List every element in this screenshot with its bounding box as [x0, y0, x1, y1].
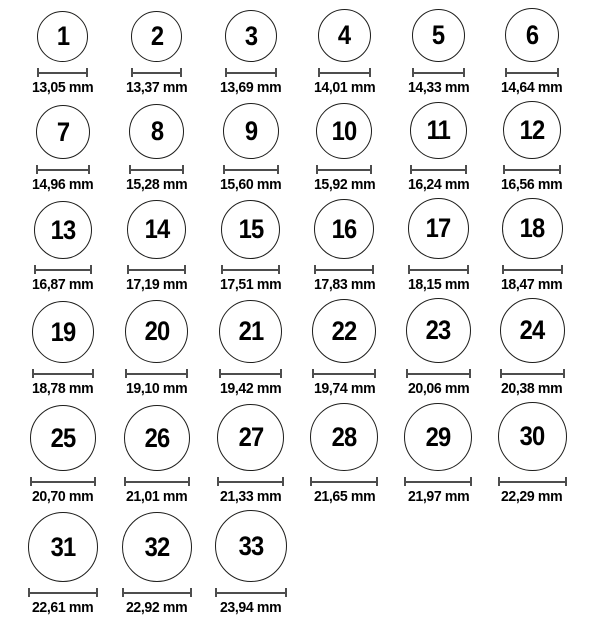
- diameter-label: 18,78 mm: [32, 380, 94, 397]
- ring-size-cell: [204, 404, 298, 510]
- ring-circle: [36, 105, 90, 159]
- diameter-label: 17,51 mm: [219, 276, 282, 293]
- diameter-dimension-line: [502, 265, 563, 274]
- diameter-dimension-line: [215, 588, 287, 597]
- diameter-label: 20,06 mm: [407, 380, 469, 397]
- diameter-dimension-line: [217, 477, 284, 486]
- ring-size-cell: [391, 403, 485, 510]
- size-number: 19: [50, 316, 76, 347]
- ring-circle: [215, 510, 287, 582]
- size-number: 30: [519, 421, 545, 451]
- diameter-label: 14,33 mm: [407, 79, 469, 96]
- ring-size-cell: [297, 299, 391, 402]
- ring-circle: [406, 298, 471, 363]
- diameter-dimension-line: [32, 369, 94, 378]
- size-number: 14: [144, 214, 170, 244]
- ring-circle: [404, 403, 472, 471]
- diameter-label: 16,56 mm: [501, 176, 563, 193]
- ring-circle: [127, 200, 186, 259]
- chart-row: [16, 101, 579, 198]
- ring-circle: [225, 10, 277, 62]
- ring-size-cell: [16, 201, 110, 298]
- diameter-dimension-line: [318, 68, 371, 77]
- ring-circle: [37, 11, 88, 62]
- size-number: 26: [144, 422, 170, 453]
- ring-size-cell: [110, 300, 204, 402]
- ring-size-cell: [297, 403, 391, 510]
- ring-circle: [131, 11, 182, 62]
- size-number: 27: [238, 422, 263, 452]
- diameter-dimension-line: [28, 588, 98, 597]
- chart-row: [16, 298, 579, 402]
- diameter-dimension-line: [30, 477, 96, 486]
- diameter-label: 19,10 mm: [126, 380, 188, 397]
- diameter-dimension-line: [127, 265, 186, 274]
- diameter-label: 19,42 mm: [219, 380, 282, 397]
- size-number: 20: [144, 316, 170, 346]
- ring-size-cell: [204, 200, 298, 298]
- diameter-dimension-line: [406, 369, 471, 378]
- diameter-dimension-line: [223, 165, 279, 174]
- diameter-dimension-line: [37, 68, 88, 77]
- ring-size-cell: [204, 103, 298, 198]
- ring-size-cell: [391, 102, 485, 198]
- size-number: 5: [432, 20, 445, 50]
- diameter-label: 18,47 mm: [501, 276, 563, 293]
- diameter-dimension-line: [219, 369, 282, 378]
- diameter-dimension-line: [124, 477, 190, 486]
- ring-size-cell: [110, 512, 204, 621]
- size-number: 23: [425, 315, 451, 345]
- size-number: 21: [238, 316, 263, 346]
- ring-size-cell: [16, 301, 110, 402]
- diameter-label: 22,61 mm: [32, 599, 94, 616]
- ring-size-cell: [204, 300, 298, 402]
- diameter-label: 20,70 mm: [32, 488, 94, 505]
- diameter-dimension-line: [34, 265, 92, 274]
- diameter-label: 15,92 mm: [313, 176, 376, 193]
- ring-size-cell: [391, 9, 485, 101]
- diameter-label: 14,64 mm: [501, 79, 563, 96]
- diameter-dimension-line: [129, 165, 184, 174]
- size-number: 2: [150, 21, 163, 51]
- diameter-label: 16,24 mm: [407, 176, 469, 193]
- size-number: 9: [244, 115, 257, 146]
- size-number: 22: [332, 315, 357, 346]
- size-number: 28: [332, 421, 357, 452]
- diameter-dimension-line: [505, 68, 559, 77]
- ring-circle: [32, 301, 94, 363]
- diameter-dimension-line: [408, 265, 469, 274]
- ring-size-cell: [16, 11, 110, 101]
- size-number: 18: [519, 213, 545, 243]
- diameter-label: 14,96 mm: [32, 176, 94, 193]
- ring-size-cell: [16, 405, 110, 510]
- ring-size-cell: [485, 198, 579, 298]
- diameter-dimension-line: [36, 165, 90, 174]
- chart-row: [16, 510, 579, 621]
- diameter-dimension-line: [503, 165, 561, 174]
- ring-size-cell: [204, 10, 298, 101]
- size-number: 33: [238, 530, 263, 561]
- size-number: 32: [144, 531, 170, 562]
- ring-circle: [500, 298, 565, 363]
- ring-circle: [129, 104, 184, 159]
- ring-size-cell: [16, 512, 110, 621]
- diameter-dimension-line: [125, 369, 188, 378]
- size-number: 10: [332, 115, 357, 146]
- size-number: 31: [50, 531, 76, 562]
- chart-row: [16, 198, 579, 298]
- ring-circle: [498, 402, 567, 471]
- diameter-label: 17,19 mm: [126, 276, 188, 293]
- diameter-label: 15,60 mm: [219, 176, 282, 193]
- ring-circle: [505, 8, 559, 62]
- ring-size-cell: [485, 402, 579, 510]
- ring-size-cell: [297, 199, 391, 298]
- ring-circle: [314, 199, 374, 259]
- ring-circle: [125, 300, 188, 363]
- diameter-dimension-line: [410, 165, 467, 174]
- size-number: 7: [56, 116, 70, 147]
- size-number: 11: [426, 115, 450, 145]
- size-number: 29: [425, 421, 451, 452]
- ring-size-cell: [110, 200, 204, 298]
- diameter-label: 14,01 mm: [313, 79, 376, 96]
- diameter-dimension-line: [122, 588, 192, 597]
- diameter-dimension-line: [316, 165, 372, 174]
- ring-circle: [310, 403, 378, 471]
- ring-circle: [503, 101, 561, 159]
- diameter-dimension-line: [312, 369, 376, 378]
- size-number: 15: [238, 214, 263, 244]
- diameter-label: 18,15 mm: [407, 276, 469, 293]
- ring-circle: [219, 300, 282, 363]
- size-number: 4: [338, 20, 351, 50]
- diameter-dimension-line: [314, 265, 374, 274]
- ring-size-cell: [297, 103, 391, 198]
- diameter-label: 20,38 mm: [501, 380, 563, 397]
- size-number: 24: [519, 315, 545, 345]
- diameter-dimension-line: [221, 265, 280, 274]
- ring-circle: [124, 405, 190, 471]
- diameter-label: 21,97 mm: [407, 488, 469, 505]
- ring-circle: [217, 404, 284, 471]
- diameter-dimension-line: [412, 68, 465, 77]
- size-number: 12: [519, 114, 545, 145]
- diameter-label: 23,94 mm: [219, 599, 282, 616]
- ring-circle: [34, 201, 92, 259]
- ring-size-cell: [485, 8, 579, 101]
- size-number: 16: [332, 213, 357, 244]
- ring-size-cell: [110, 104, 204, 198]
- ring-circle: [318, 9, 371, 62]
- ring-circle: [28, 512, 98, 582]
- ring-size-cell: [110, 405, 204, 510]
- ring-size-cell: [485, 101, 579, 198]
- ring-circle: [30, 405, 96, 471]
- diameter-label: 21,33 mm: [219, 488, 282, 505]
- diameter-label: 13,69 mm: [219, 79, 282, 96]
- diameter-label: 13,37 mm: [126, 79, 188, 96]
- diameter-label: 13,05 mm: [32, 79, 94, 96]
- ring-circle: [502, 198, 563, 259]
- ring-circle: [312, 299, 376, 363]
- ring-circle: [410, 102, 467, 159]
- size-number: 25: [50, 422, 76, 453]
- diameter-dimension-line: [310, 477, 378, 486]
- chart-row: [16, 402, 579, 510]
- ring-circle: [408, 198, 469, 259]
- diameter-label: 22,92 mm: [126, 599, 188, 616]
- diameter-dimension-line: [498, 477, 567, 486]
- ring-size-cell: [485, 298, 579, 402]
- size-number: 17: [425, 213, 451, 243]
- diameter-label: 22,29 mm: [501, 488, 563, 505]
- ring-circle: [316, 103, 372, 159]
- size-number: 6: [525, 19, 539, 50]
- diameter-label: 19,74 mm: [313, 380, 376, 397]
- diameter-dimension-line: [404, 477, 472, 486]
- ring-circle: [223, 103, 279, 159]
- size-number: 8: [150, 116, 163, 146]
- diameter-label: 21,01 mm: [126, 488, 188, 505]
- ring-size-cell: [16, 105, 110, 198]
- ring-circle: [221, 200, 280, 259]
- ring-size-cell: [110, 11, 204, 101]
- ring-circle: [412, 9, 465, 62]
- ring-size-cell: [391, 298, 485, 402]
- diameter-label: 16,87 mm: [32, 276, 94, 293]
- diameter-dimension-line: [500, 369, 565, 378]
- size-number: 13: [50, 214, 76, 245]
- ring-size-cell: [391, 198, 485, 298]
- ring-size-cell: [204, 510, 298, 621]
- size-number: 3: [244, 20, 257, 51]
- diameter-dimension-line: [131, 68, 182, 77]
- diameter-dimension-line: [225, 68, 277, 77]
- size-number: 1: [56, 21, 70, 51]
- diameter-label: 15,28 mm: [126, 176, 188, 193]
- diameter-label: 21,65 mm: [313, 488, 376, 505]
- ring-size-cell: [297, 9, 391, 101]
- chart-row: [16, 8, 579, 101]
- diameter-label: 17,83 mm: [313, 276, 376, 293]
- ring-circle: [122, 512, 192, 582]
